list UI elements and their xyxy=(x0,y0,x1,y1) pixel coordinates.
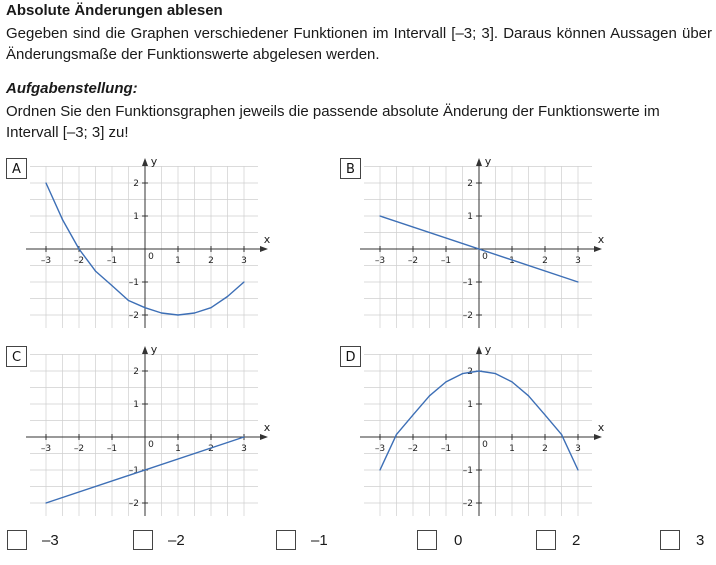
x-tick-label: –3 xyxy=(374,256,386,266)
answer-checkbox[interactable] xyxy=(7,530,27,550)
y-tick-label: –1 xyxy=(128,466,139,476)
data-point xyxy=(396,434,397,435)
answer-label: 0 xyxy=(454,532,463,549)
origin-label: 0 xyxy=(482,252,488,262)
x-axis-arrow xyxy=(594,434,602,440)
y-axis-arrow xyxy=(142,346,148,354)
x-tick-label: 2 xyxy=(208,256,214,266)
data-point xyxy=(379,215,380,216)
data-point xyxy=(45,502,46,503)
x-tick-label: –1 xyxy=(106,444,118,454)
y-tick-label: 1 xyxy=(467,212,473,222)
y-axis-arrow xyxy=(142,158,148,166)
x-tick-label: 1 xyxy=(509,256,515,266)
task-heading: Aufgabenstellung: xyxy=(6,80,138,97)
x-tick-label: 1 xyxy=(509,444,515,454)
origin-label: 0 xyxy=(148,440,154,450)
data-point xyxy=(412,414,413,415)
x-tick-label: 2 xyxy=(542,444,548,454)
data-point xyxy=(227,296,228,297)
data-point xyxy=(194,312,195,313)
y-axis-arrow xyxy=(476,158,482,166)
data-point xyxy=(128,300,129,301)
x-tick-label: 3 xyxy=(241,444,247,454)
data-point xyxy=(445,381,446,382)
data-point xyxy=(429,395,430,396)
y-tick-label: –1 xyxy=(462,466,473,476)
y-tick-label: –2 xyxy=(128,311,139,321)
y-tick-label: –2 xyxy=(462,311,473,321)
answer-checkbox[interactable] xyxy=(133,530,153,550)
data-point xyxy=(528,395,529,396)
x-tick-label: –1 xyxy=(440,444,452,454)
x-tick-label: –3 xyxy=(374,444,386,454)
data-point xyxy=(379,469,380,470)
answer-checkbox[interactable] xyxy=(417,530,437,550)
answer-label: 3 xyxy=(696,532,705,549)
data-point xyxy=(511,381,512,382)
data-point xyxy=(478,370,479,371)
origin-label: 0 xyxy=(148,252,154,262)
graph-d xyxy=(340,343,608,516)
data-point xyxy=(577,469,578,470)
task-text: Ordnen Sie den Funktionsgraphen jeweils die passende absolute Änderung der Funktionswerte im Intervall [–3; 3] zu! xyxy=(6,103,660,141)
x-tick-label: –2 xyxy=(73,444,85,454)
answer-label: –1 xyxy=(311,532,328,549)
data-point xyxy=(144,307,145,308)
y-tick-label: –1 xyxy=(128,278,139,288)
x-axis-label: x xyxy=(597,421,605,434)
graph-a xyxy=(6,155,274,328)
answer-checkbox[interactable] xyxy=(660,530,680,550)
y-axis-arrow xyxy=(476,346,482,354)
data-point xyxy=(544,414,545,415)
y-tick-label: 2 xyxy=(133,367,139,377)
data-point xyxy=(161,312,162,313)
answer-checkbox[interactable] xyxy=(276,530,296,550)
y-axis-label: y xyxy=(150,343,158,356)
data-point xyxy=(78,248,79,249)
data-point xyxy=(561,434,562,435)
panel-label: B xyxy=(346,162,355,177)
x-tick-label: 2 xyxy=(542,256,548,266)
x-axis-label: x xyxy=(597,233,605,246)
panel-label: C xyxy=(11,350,22,365)
y-tick-label: 2 xyxy=(467,179,473,189)
y-tick-label: –2 xyxy=(128,499,139,509)
data-point xyxy=(111,285,112,286)
y-tick-label: –2 xyxy=(462,499,473,509)
x-tick-label: –1 xyxy=(440,256,452,266)
data-point xyxy=(62,219,63,220)
data-point xyxy=(177,314,178,315)
x-axis-arrow xyxy=(594,246,602,252)
y-tick-label: 2 xyxy=(467,367,473,377)
y-tick-label: 1 xyxy=(133,400,139,410)
origin-label: 0 xyxy=(482,440,488,450)
data-point xyxy=(45,182,46,183)
x-tick-label: –2 xyxy=(407,256,419,266)
data-point xyxy=(243,281,244,282)
answer-label: –2 xyxy=(168,532,185,549)
data-point xyxy=(495,373,496,374)
x-tick-label: 3 xyxy=(575,444,581,454)
y-tick-label: 2 xyxy=(133,179,139,189)
x-axis-arrow xyxy=(260,246,268,252)
x-tick-label: 3 xyxy=(575,256,581,266)
y-axis-label: y xyxy=(150,155,158,168)
x-tick-label: –3 xyxy=(40,256,52,266)
y-tick-label: 1 xyxy=(133,212,139,222)
data-point xyxy=(210,307,211,308)
x-tick-label: –3 xyxy=(40,444,52,454)
data-point xyxy=(577,281,578,282)
intro-text: Gegeben sind die Graphen verschiedener Funktionen im Intervall [–3; 3]. Daraus können Aussagen über Änderungsmaße der Funktionswerte abgelesen werden. xyxy=(6,25,712,63)
answer-label: 2 xyxy=(572,532,581,549)
page-title: Absolute Änderungen ablesen xyxy=(6,2,223,19)
answer-label: –3 xyxy=(42,532,59,549)
x-tick-label: 2 xyxy=(208,444,214,454)
x-tick-label: 1 xyxy=(175,256,181,266)
data-point xyxy=(243,436,244,437)
x-axis-label: x xyxy=(263,233,271,246)
x-tick-label: 3 xyxy=(241,256,247,266)
x-tick-label: –2 xyxy=(73,256,85,266)
y-tick-label: –1 xyxy=(462,278,473,288)
panel-label: D xyxy=(345,350,356,365)
x-tick-label: –2 xyxy=(407,444,419,454)
answer-checkbox[interactable] xyxy=(536,530,556,550)
graph-c xyxy=(6,343,274,516)
data-point xyxy=(95,271,96,272)
x-tick-label: 1 xyxy=(175,444,181,454)
x-axis-label: x xyxy=(263,421,271,434)
graph-b xyxy=(340,155,608,328)
x-tick-label: –1 xyxy=(106,256,118,266)
y-axis-label: y xyxy=(484,343,492,356)
x-axis-arrow xyxy=(260,434,268,440)
panel-label: A xyxy=(12,162,21,177)
y-axis-label: y xyxy=(484,155,492,168)
y-tick-label: 1 xyxy=(467,400,473,410)
data-point xyxy=(462,373,463,374)
